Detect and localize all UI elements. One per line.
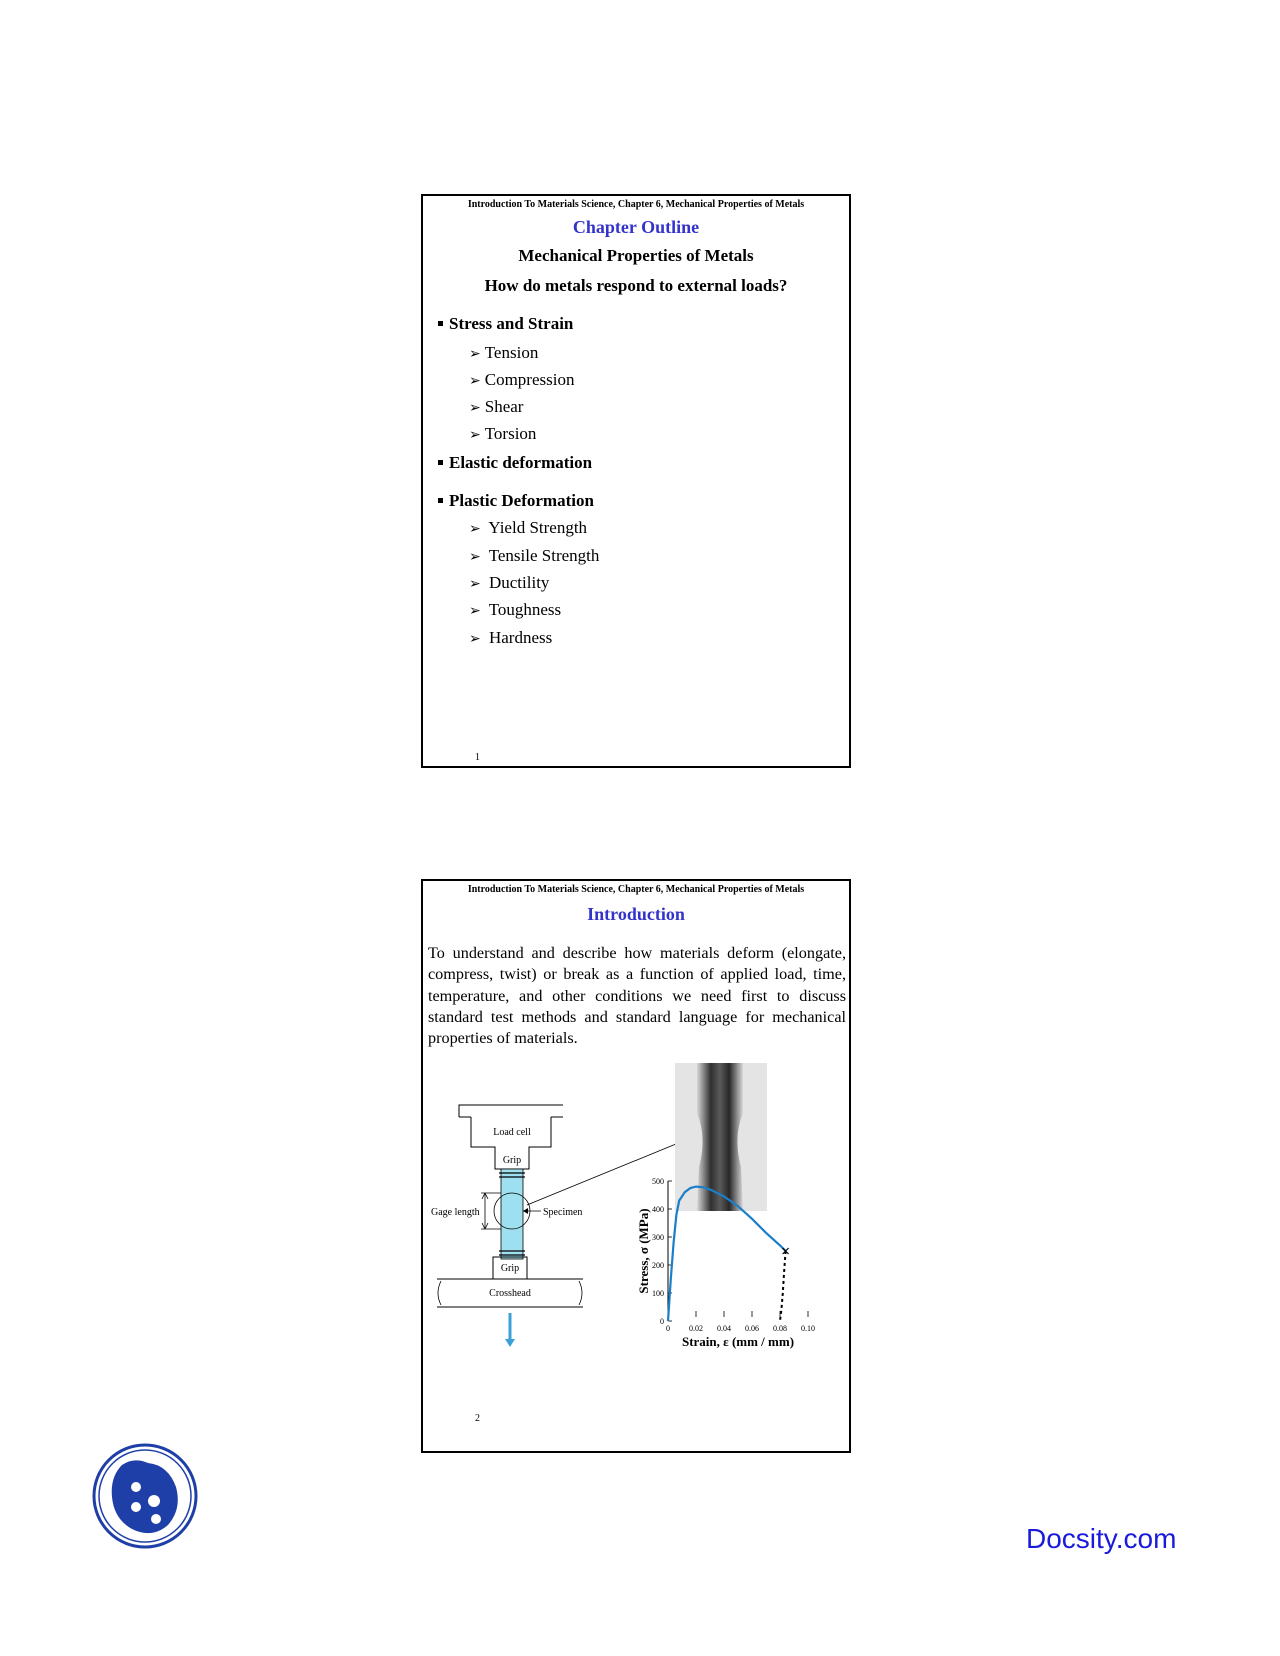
slide-title: Introduction — [587, 904, 685, 924]
y-tick-label: 400 — [652, 1205, 664, 1214]
x-tick-label: 0.06 — [745, 1324, 759, 1333]
slide-title: Chapter Outline — [572, 217, 700, 237]
x-tick-label: 0.10 — [801, 1324, 815, 1333]
page-number: 2 — [475, 1413, 480, 1424]
y-tick-label: 0 — [660, 1317, 664, 1326]
x-axis-label: Strain, ε (mm / mm) — [681, 1334, 795, 1349]
slide-question: How do metals respond to external loads? — [484, 276, 788, 295]
list-item: ➢ Hardness — [469, 628, 553, 647]
x-tick-label: 0 — [666, 1324, 670, 1333]
paragraph-line: To understand and describe how materials deform — [428, 944, 774, 962]
page-number: 1 — [475, 752, 480, 763]
slide-header: Introduction To Materials Science, Chapter 6, Mechanical Properties of Metals — [467, 199, 805, 210]
list-item: ➢ Toughness — [469, 600, 562, 619]
y-tick-label: 200 — [652, 1261, 664, 1270]
list-item: ➢ Tension — [469, 343, 539, 362]
docsity-logo-icon — [92, 1443, 198, 1549]
paragraph-line: applied load, time, temperature, and other conditions we — [428, 965, 847, 1005]
specimen-label: Specimen — [543, 1207, 583, 1218]
slide-header: Introduction To Materials Science, Chapter 6, Mechanical Properties of Metals — [467, 884, 805, 895]
list-item: ➢ Yield Strength — [469, 518, 588, 537]
x-tick-label: 0.08 — [773, 1324, 787, 1333]
y-axis-label: Stress, σ (MPa) — [636, 1208, 651, 1294]
y-tick-label: 500 — [652, 1177, 664, 1186]
list-item: ➢ Compression — [469, 370, 575, 389]
fracture-line — [780, 1251, 786, 1321]
x-tick-label: 0.02 — [689, 1324, 703, 1333]
bullet-stress-strain: Stress and Strain — [438, 314, 573, 334]
paragraph-line: (elongate, compress, twist) or break as a function of — [428, 944, 846, 984]
slide-2 — [421, 879, 851, 1453]
grip-bottom-label: Grip — [500, 1263, 520, 1274]
list-item: ➢ Torsion — [469, 424, 537, 443]
bullet-elastic: Elastic deformation — [438, 453, 592, 473]
down-arrow-icon — [505, 1339, 515, 1347]
test-machine-diagram — [431, 1105, 697, 1347]
y-tick-label: 300 — [652, 1233, 664, 1242]
docsity-brand: Docsity.com — [1026, 1523, 1177, 1554]
x-tick-label: 0.04 — [717, 1324, 731, 1333]
paragraph-line: language for mechanical properties of materials. — [428, 1007, 847, 1048]
gage-length-label: Gage length — [431, 1207, 480, 1218]
bullet-plastic: Plastic Deformation — [438, 491, 594, 511]
paragraph-line: need first to discuss standard test methods and standard — [428, 986, 847, 1026]
y-tick-label: 100 — [652, 1289, 664, 1298]
list-item: ➢ Ductility — [469, 573, 550, 592]
list-item: ➢ Tensile Strength — [469, 546, 600, 565]
slide-1 — [421, 194, 851, 768]
list-item: ➢ Shear — [469, 397, 524, 416]
crosshead-label: Crosshead — [489, 1288, 531, 1299]
slide-subtitle: Mechanical Properties of Metals — [518, 246, 754, 265]
tensile-test-figure — [423, 881, 849, 1451]
grip-top-label: Grip — [502, 1155, 522, 1166]
load-cell-label: Load cell — [493, 1127, 531, 1138]
